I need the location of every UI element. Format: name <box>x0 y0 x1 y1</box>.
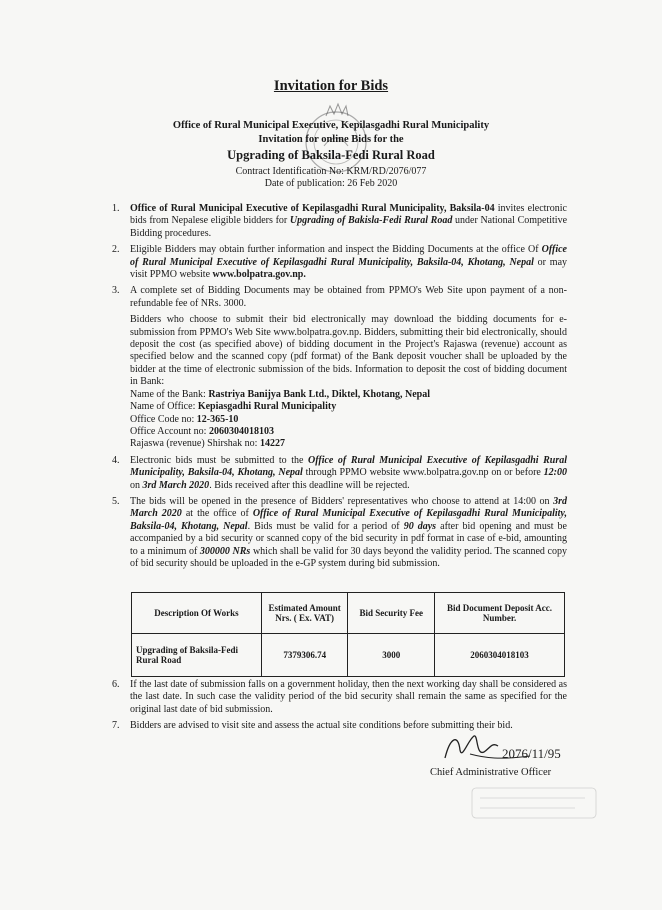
clause-text: 12:00 <box>543 467 567 479</box>
clause-text: Electronic bids must be submitted to the <box>130 454 309 466</box>
clause-5 <box>112 496 567 570</box>
clause-6 <box>112 679 567 716</box>
bid-details-table <box>131 592 565 677</box>
field-value: Rastriya Banijya Bank Ltd., Diktel, Khotang, Nepal <box>208 388 431 400</box>
clause-text: 3rd March 2020 <box>130 495 567 520</box>
field-value: 12-365-10 <box>196 413 239 425</box>
clause-4 <box>112 455 567 492</box>
clause-text: after bid opening and must be accompanied by a bid security or scanned copy of the bid security in pdf format in case of e-bid, amounting to a minimum of <box>130 520 567 557</box>
signatory-title: Chief Administrative Officer <box>430 767 552 778</box>
field-label: Name of Office: <box>130 401 198 413</box>
clause-number: 4. <box>112 454 120 466</box>
table-cell: Upgrading of Baksila-Fedi Rural Road <box>132 634 262 677</box>
field-value: 2060304018103 <box>208 425 274 437</box>
office-stamp-icon <box>470 784 600 824</box>
clause-number: 5. <box>112 495 120 507</box>
clause-text: If the last date of submission falls on a government holiday, then the next working day shall be considered as the last date. In such case the validity period of the bid security shall remain the same as specified for the original last date of bid submission. <box>130 679 567 715</box>
clause-number: 2. <box>112 244 120 256</box>
clause-text: which shall be valid for 30 days beyond the validity period. The scanned copy of bid security should be uploaded in the e-GP system during bid submission. <box>130 545 567 569</box>
bank-name-line <box>130 389 567 401</box>
table-header-cell: Bid Security Fee <box>348 593 435 634</box>
clause-text: Upgrading of Bakisla-Fedi Rural Road <box>289 215 453 227</box>
table-cell: 2060304018103 <box>435 634 565 677</box>
clause-text: A complete set of Bidding Documents may be obtained from PPMO's Web Site upon payment of a non-refundable fee of NRs. 3000. <box>130 285 567 309</box>
clause-text: Office of Rural Municipal Executive of Kepilasgadhi Rural Municipality, Baksila-04, Khotang, Nepal <box>130 508 567 532</box>
table-header-row <box>132 593 565 634</box>
clause-2 <box>112 244 567 281</box>
clause-text: on <box>130 479 143 491</box>
field-value: Kepiasgadhi Rural Municipality <box>197 401 337 413</box>
office-name-line <box>130 401 567 413</box>
clause-3 <box>112 285 567 310</box>
clause-number: 6. <box>112 679 120 690</box>
rajaswa-line <box>130 438 567 450</box>
clause-text: Office of Rural Municipal Executive of Kepilasgadhi Rural Municipality, Baksila-04, Khotang, Nepal <box>130 244 567 268</box>
table-cell: 7379306.74 <box>261 634 348 677</box>
bid-clauses <box>112 203 567 574</box>
publication-date: Date of publication: 26 Feb 2020 <box>264 178 398 189</box>
clause-text: 90 days <box>403 520 437 532</box>
signature-date: 2076/11/95 <box>502 746 561 761</box>
clause-text: through PPMO website www.bolpatra.gov.np on or before <box>302 467 544 479</box>
contract-identification: Contract Identification No: KRM/RD/2076/077 <box>235 166 427 177</box>
clause-number: 3. <box>112 285 120 297</box>
field-label: Name of the Bank: <box>130 388 209 400</box>
clause-text: at the office of <box>181 508 253 520</box>
field-label: Office Code no: <box>130 413 197 425</box>
clause-text: www.bolpatra.gov.np. <box>212 269 306 281</box>
table-header-cell: Description Of Works <box>132 593 262 634</box>
clause-text: 300000 NRs <box>199 545 251 557</box>
field-label: Rajaswa (revenue) Shirshak no: <box>130 438 260 450</box>
clause-text: Bidders are advised to visit site and assess the actual site conditions before submitting their bid. <box>130 720 513 732</box>
clause-text: 3rd March 2020 <box>142 479 210 491</box>
invitation-line: Invitation for online Bids for the <box>258 134 404 145</box>
clause-text: invites electronic bids from Nepalese eligible bidders for <box>130 203 567 227</box>
signature-icon <box>440 728 590 768</box>
table-row <box>132 634 565 677</box>
project-name: Upgrading of Baksila-Fedi Rural Road <box>227 148 435 162</box>
clause-text: . Bids must be valid for a period of <box>247 520 404 532</box>
office-heading: Office of Rural Municipal Executive, Kepilasgadhi Rural Municipality <box>172 120 490 131</box>
table-header-cell: Estimated Amount Nrs. ( Ex. VAT) <box>261 593 348 634</box>
field-value: 14227 <box>259 438 285 450</box>
office-account-line <box>130 426 567 438</box>
document-title: Invitation for Bids <box>273 78 389 94</box>
field-label: Office Account no: <box>130 425 209 437</box>
table-cell: 3000 <box>348 634 435 677</box>
clause-3-details <box>112 314 567 450</box>
clause-1 <box>112 203 567 240</box>
clause-number: 1. <box>112 203 120 214</box>
clause-number: 7. <box>112 720 120 732</box>
clause-text: Eligible Bidders may obtain further information and inspect the Bidding Documents at the office Of <box>130 244 542 256</box>
clause-text: Bidders who choose to submit their bid electronically may download the bidding documents for e-submission from PPMO's Web Site www.bolpatra.gov.np. Bidders, submitting their bid electronically, should deposit the cost (as specified above) of bidding document in the Project's Rajaswa (revenue) account as specified below and the scanned copy (pdf format) of the Bank deposit voucher shall be uploaded by the bidder at the time of electronic submission of the bids. Information to deposit the cost of bidding document in Bank: <box>130 314 567 388</box>
clause-text: or may visit PPMO website <box>130 256 568 281</box>
clause-text: . Bids received after this deadline will be rejected. <box>209 479 410 491</box>
clause-text: Office of Rural Municipal Executive of Kepilasgadhi Rural Municipality, Baksila-04, Khotang, Nepal <box>130 454 567 479</box>
table-header-cell: Bid Document Deposit Acc. Number. <box>435 593 565 634</box>
office-code-line <box>130 414 567 426</box>
clause-text: Office of Rural Municipal Executive of Kepilasgadhi Rural Municipality, Baksila-04 <box>130 203 495 214</box>
clause-text: under National Competitive Bidding procedures. <box>130 215 568 239</box>
clause-text: The bids will be opened in the presence of Bidders' representatives who choose to attend at 14:00 on <box>130 495 554 507</box>
